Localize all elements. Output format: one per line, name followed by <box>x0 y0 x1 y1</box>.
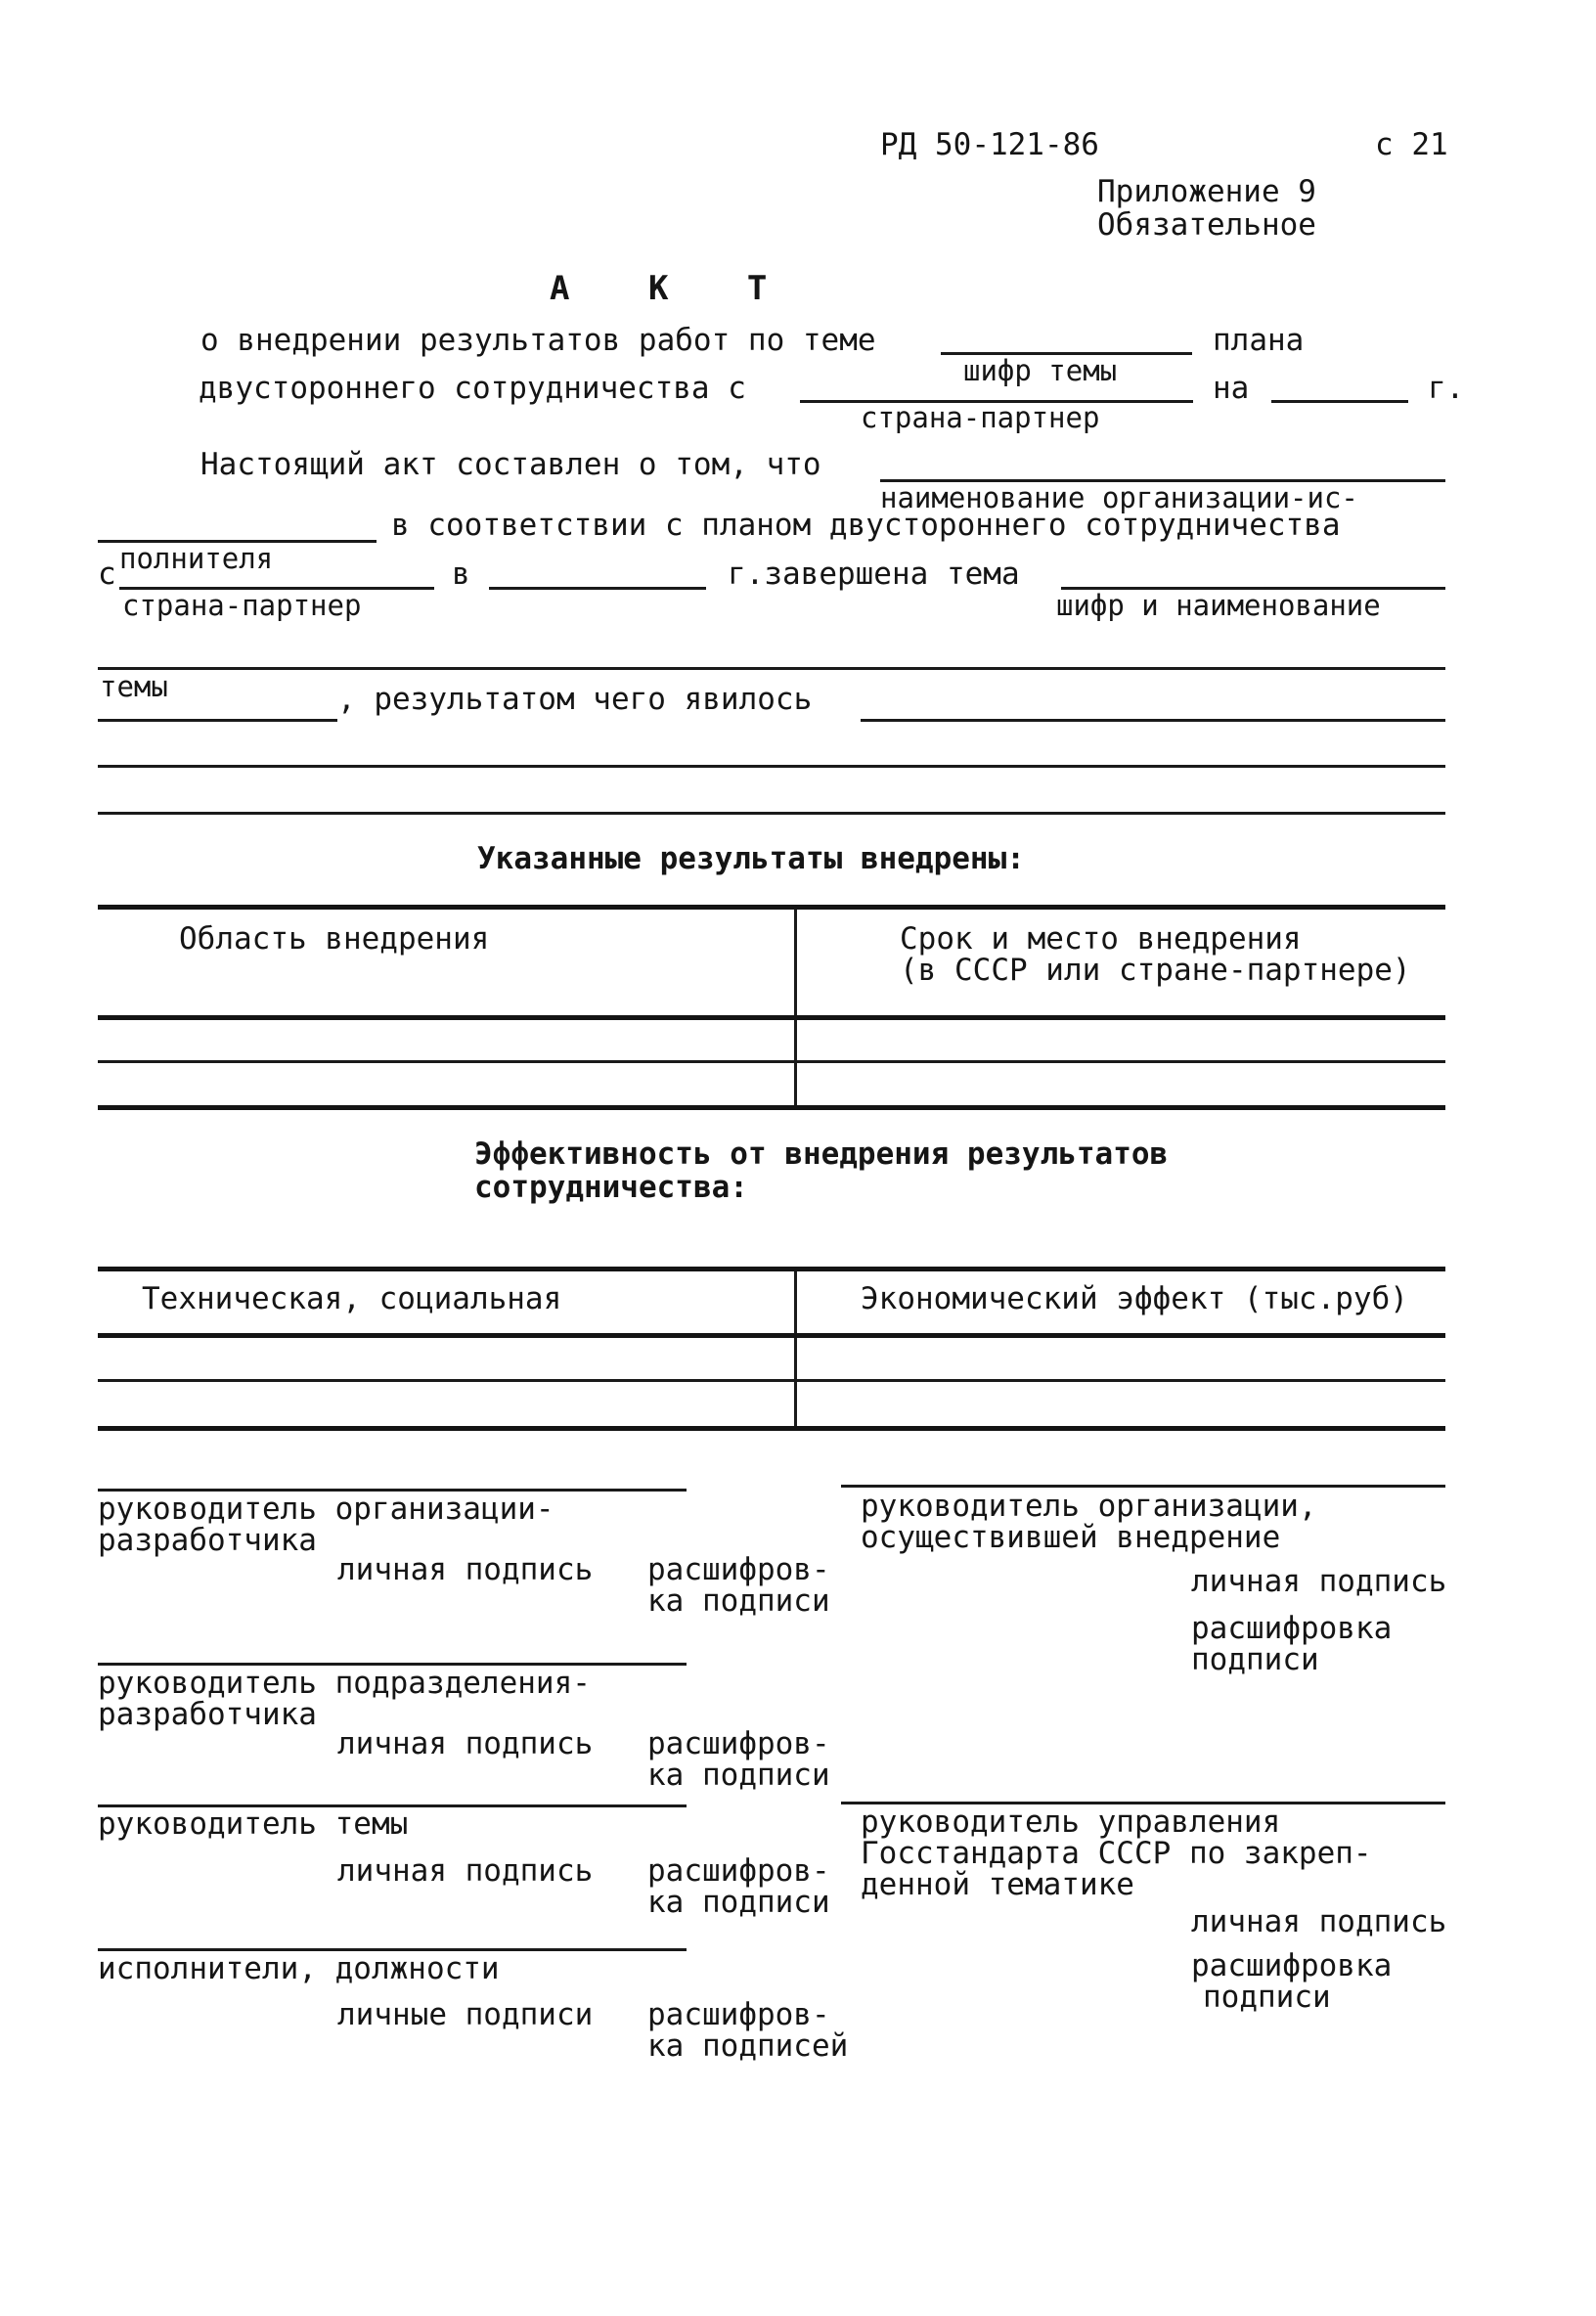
act-title: А К Т <box>550 269 797 308</box>
table2-header-bottom <box>98 1333 1445 1338</box>
implemented-heading: Указанные результаты внедрены: <box>477 841 1025 876</box>
sig-right-1-dec2: подписи <box>1191 1642 1319 1677</box>
intro-year: г. <box>1428 371 1465 406</box>
table1-col1: Область внедрения <box>179 921 490 957</box>
sig-left-2-role2: разработчика <box>98 1697 317 1732</box>
table1-header-bottom <box>98 1015 1445 1020</box>
sig-left-3-dec1: расшифров- <box>647 1853 830 1889</box>
table1-row1 <box>98 1060 1445 1063</box>
sig-left-4-sig: личные подписи <box>337 1997 594 2032</box>
result-line2 <box>98 765 1445 768</box>
table2-bottom <box>98 1426 1445 1431</box>
sig-right-2-sig: личная подпись <box>1191 1904 1447 1939</box>
sig-left-4-role: исполнители, должности <box>98 1951 500 1986</box>
table2-top <box>98 1267 1445 1271</box>
intro-line6: , результатом чего явилось <box>337 682 813 717</box>
sig-right-1-dec1: расшифровка <box>1191 1611 1393 1646</box>
table2-row1 <box>98 1379 1445 1382</box>
table1-bottom <box>98 1105 1445 1110</box>
table1-col2-line2: (в СССР или стране-партнере) <box>900 953 1411 988</box>
intro-line4: в соответствии с планом двустороннего сотрудничества <box>391 508 1341 543</box>
hint-cipher: шифр темы <box>963 354 1118 387</box>
sig-left-2-dec2: ка подписи <box>647 1758 830 1793</box>
sig-right-2-role3: денной тематике <box>861 1867 1134 1902</box>
intro-done: г.завершена тема <box>728 557 1020 592</box>
table1-divider <box>794 910 797 1105</box>
sig-right-2-dec1: расшифровка <box>1191 1948 1393 1983</box>
sig-left-4-dec2: ка подписей <box>647 2028 849 2064</box>
year-blank <box>1271 400 1408 403</box>
sig-left-1-role2: разработчика <box>98 1523 317 1558</box>
intro-line1: о внедрении результатов работ по теме <box>200 323 876 358</box>
sig-right-1-line <box>841 1485 1445 1488</box>
sig-left-2-dec1: расшифров- <box>647 1726 830 1761</box>
efficiency-heading-2: сотрудничества: <box>474 1170 748 1205</box>
sig-left-4-dec1: расшифров- <box>647 1997 830 2032</box>
hint-executor: полнителя <box>119 542 274 575</box>
intro-line2: двустороннего сотрудничества с <box>199 371 746 406</box>
sig-right-2-role2: Госстандарта СССР по закреп- <box>861 1836 1372 1871</box>
sig-right-1-role: руководитель организации, <box>861 1489 1317 1524</box>
sig-left-1-dec1: расшифров- <box>647 1552 830 1587</box>
hint-org: наименование организации-ис- <box>880 481 1358 514</box>
sig-right-2-dec2: подписи <box>1203 1980 1331 2015</box>
theme-blank2 <box>98 719 337 722</box>
table1-top <box>98 905 1445 910</box>
table1-col2-line1: Срок и место внедрения <box>900 921 1302 957</box>
sig-left-1-dec2: ка подписи <box>647 1583 830 1619</box>
intro-line3: Настоящий акт составлен о том, что <box>200 447 821 482</box>
efficiency-heading-1: Эффективность от внедрения результатов <box>474 1136 1169 1172</box>
intro-c: с <box>98 557 116 592</box>
table2-col2: Экономический эффект (тыс.руб) <box>861 1281 1408 1316</box>
mandatory-label: Обязательное <box>1097 207 1316 243</box>
sig-right-1-sig: личная подпись <box>1191 1564 1447 1599</box>
result-line3 <box>98 812 1445 815</box>
sig-left-3-sig: личная подпись <box>337 1853 594 1889</box>
theme-line <box>98 667 1445 670</box>
sig-left-2-role: руководитель подразделения- <box>98 1666 591 1701</box>
sig-left-1-sig: личная подпись <box>337 1552 594 1587</box>
hint-partner: страна-партнер <box>861 401 1100 434</box>
intro-line1-end: плана <box>1213 323 1305 358</box>
sig-right-1-role2: осуществившей внедрение <box>861 1520 1281 1555</box>
appendix-label: Приложение 9 <box>1097 174 1316 209</box>
year2-blank <box>489 587 706 590</box>
result-blank <box>861 719 1445 722</box>
hint-cipher-name: шифр и наименование <box>1056 589 1381 622</box>
sig-right-2-role: руководитель управления <box>861 1804 1281 1840</box>
sig-left-3-dec2: ка подписи <box>647 1885 830 1920</box>
page-number: с 21 <box>1375 127 1448 162</box>
sig-left-2-sig: личная подпись <box>337 1726 594 1761</box>
sig-left-1-role: руководитель организации- <box>98 1492 554 1527</box>
table2-divider <box>794 1271 797 1428</box>
hint-partner2: страна-партнер <box>122 589 362 622</box>
table2-col1: Техническая, социальная <box>142 1281 562 1316</box>
doc-code: РД 50-121-86 <box>880 127 1099 162</box>
intro-on: на <box>1213 371 1250 406</box>
intro-in: в <box>452 557 470 592</box>
hint-theme: темы <box>100 670 168 703</box>
sig-left-3-role: руководитель темы <box>98 1806 409 1842</box>
